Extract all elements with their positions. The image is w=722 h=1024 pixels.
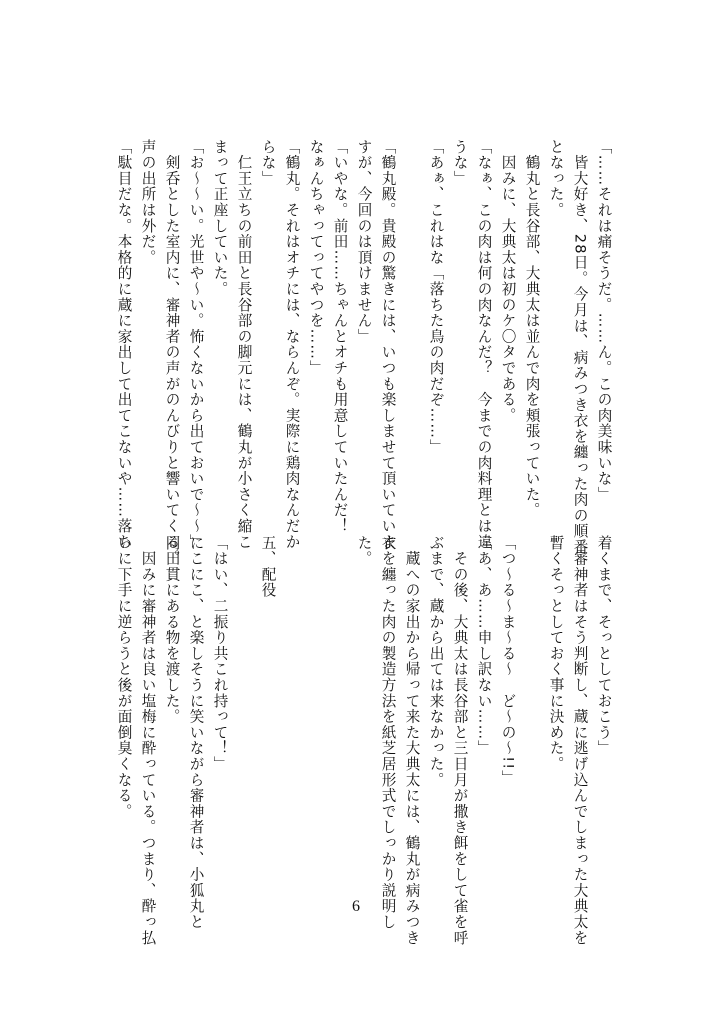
upper-line: 「お～～い。光世や～い。怖くないから出ておいで～～」 — [187, 139, 205, 550]
upper-line: 皆大好き、28日。今月は、病みつき衣を纏った肉の順番 — [571, 139, 589, 555]
section-heading: 五、配役 — [259, 535, 277, 599]
upper-line: 「鶴丸殿。貴殿の驚きには、いつも楽しませて頂いていま — [379, 139, 397, 550]
upper-line: 「駄目だな。本格的に蔵に家出して出てこないや……落ち — [115, 139, 133, 550]
upper-line: 「いやな。前田……ちゃんとオチも用意していたんだ！ — [331, 139, 349, 534]
lower-line: にこにこ、と楽しそうに笑いながら審神者は、小狐丸と — [187, 535, 205, 930]
upper-line: 「なぁ、この肉は何の肉なんだ？ 今までの肉料理とは違 — [475, 139, 493, 550]
lower-line: ぶまで、蔵から出ては来なかった。 — [427, 535, 445, 788]
lower-line: 蔵への家出から帰って来た大典太には、鶴丸が病みつき — [403, 535, 421, 946]
lower-line: 「あ、あ……申し訳ない……」 — [475, 535, 493, 757]
upper-line: まって正座していた。 — [211, 139, 229, 297]
page-number: 6 — [352, 898, 360, 915]
upper-line: 鶴丸と長谷部、大典太は並んで肉を頬張っていた。 — [523, 139, 541, 519]
upper-line: らな」 — [259, 139, 277, 187]
upper-line: 「あぁ、これはな「落ちた鳥の肉だぞ……」 — [427, 139, 445, 455]
upper-line: 「……それは痛そうだ。……ん。この肉美味いな」 — [595, 139, 613, 503]
lower-line: 同田貫にある物を渡した。 — [163, 535, 181, 725]
lower-line: 衣を纏った肉の製造方法を紙芝居形式でしっかり説明し — [379, 535, 397, 930]
upper-line: なぁんちゃってってやつを……」 — [307, 139, 325, 376]
upper-line: 「鶴丸。それはオチには、ならんぞ。実際に鶏肉なんだか — [283, 139, 301, 550]
lower-line: 着くまで、そっとしておこう」 — [595, 535, 613, 757]
lower-line: た。 — [355, 535, 373, 567]
lower-line: その後、大典太は長谷部と三日月が撒き餌をして雀を呼 — [451, 535, 469, 946]
upper-line: うな」 — [451, 139, 469, 187]
upper-line: 因みに、大典太は初のケ〇タである。 — [499, 139, 517, 424]
lower-line: 「つ～る～ま～る～ ど～の～!!」 — [499, 535, 517, 787]
upper-line: 声の出所は外だ。 — [139, 139, 157, 266]
lower-line: いに下手に逆らうと後が面倒臭くなる。 — [115, 535, 133, 820]
upper-line: 仁王立ちの前田と長谷部の脚元には、鶴丸が小さく縮こ — [235, 139, 253, 550]
lower-line: 「はい、二振り共これ持って！」 — [211, 535, 229, 772]
upper-line: となった。 — [547, 139, 565, 218]
lower-line: 審神者はそう判断し、蔵に逃げ込んでしまった大典太を — [571, 535, 589, 946]
lower-line: 暫くそっとしておく事に決めた。 — [547, 535, 565, 772]
upper-line: すが、今回のは頂けません」 — [355, 139, 373, 345]
upper-line: 剣呑とした室内に、審神者の声がのんびりと響いてくる。 — [163, 139, 181, 566]
lower-line: 因みに審神者は良い塩梅に酔っている。つまり、酔っ払 — [139, 535, 157, 946]
